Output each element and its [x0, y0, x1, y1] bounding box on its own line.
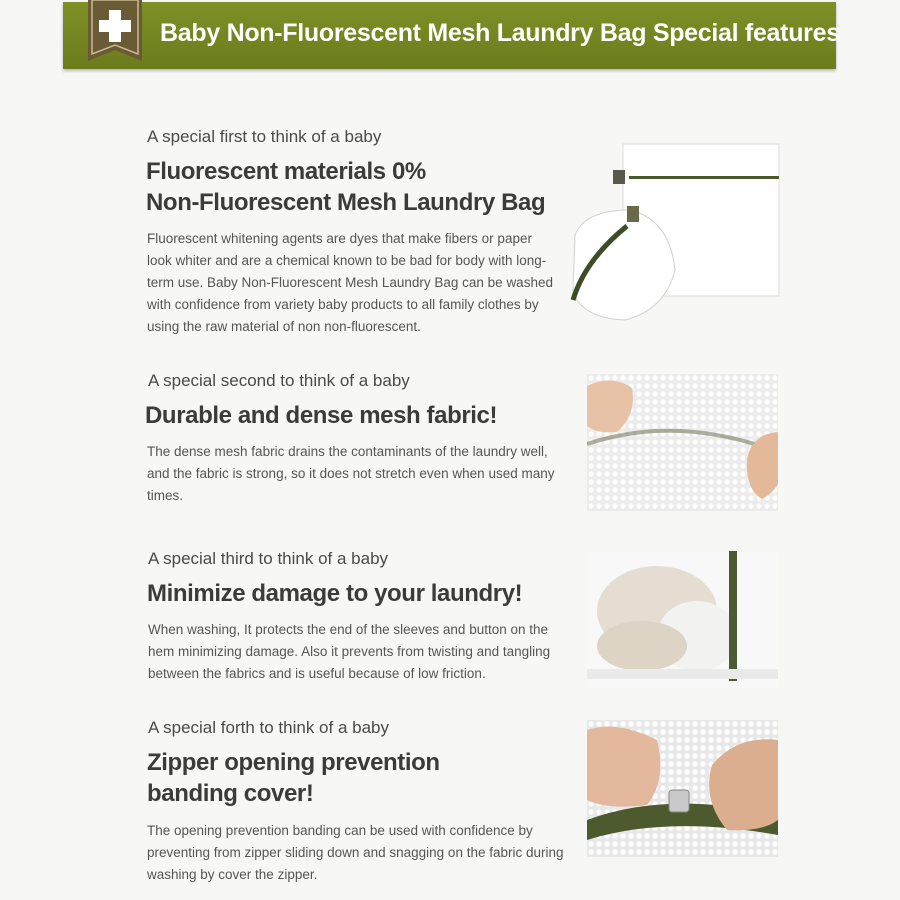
cross-icon	[84, 0, 146, 61]
zipper-cover-image	[587, 720, 778, 857]
section-1-headline-line1: Fluorescent materials 0%	[146, 158, 426, 185]
section-4-kicker: A special forth to think of a baby	[148, 718, 389, 737]
section-2-kicker: A special second to think of a baby	[148, 371, 410, 390]
section-4-body: The opening prevention banding can be used with confidence by preventing from zipper sliding down and snagging on the fabric during washing by cover the zipper.	[147, 823, 564, 882]
laundry-in-bag-image	[587, 551, 778, 688]
section-4-headline-line1: Zipper opening prevention	[147, 749, 440, 776]
section-4-headline-line2: banding cover!	[147, 780, 314, 807]
page-title: Baby Non-Fluorescent Mesh Laundry Bag Special features	[160, 19, 840, 47]
section-1-headline-line2: Non-Fluorescent Mesh Laundry Bag	[146, 189, 546, 216]
section-1-kicker: A special first to think of a baby	[147, 127, 382, 146]
section-2-headline: Durable and dense mesh fabric!	[145, 402, 498, 429]
section-3-headline: Minimize damage to your laundry!	[147, 580, 523, 607]
stretching-mesh-image	[587, 374, 778, 511]
section-1-body: Fluorescent whitening agents are dyes that make fibers or paper look whiter and are a chemical known to be bad for body with long-term use. Baby Non-Fluorescent Mesh Laundry Bag can be washed with confidence from variety baby products to all family clothes by using the raw material of non non-fluorescent.	[147, 231, 553, 334]
section-3-body: When washing, It protects the end of the sleeves and button on the hem minimizing damage. Also it prevents from twisting and tangling between the fabrics and is useful because of low friction.	[148, 622, 551, 681]
section-2-body: The dense mesh fabric drains the contaminants of the laundry well, and the fabric is strong, so it does not stretch even when used many times.	[147, 444, 555, 503]
header-banner	[63, 2, 840, 69]
section-3-kicker: A special third to think of a baby	[148, 549, 389, 568]
laundry-bags-product-image	[565, 140, 785, 325]
